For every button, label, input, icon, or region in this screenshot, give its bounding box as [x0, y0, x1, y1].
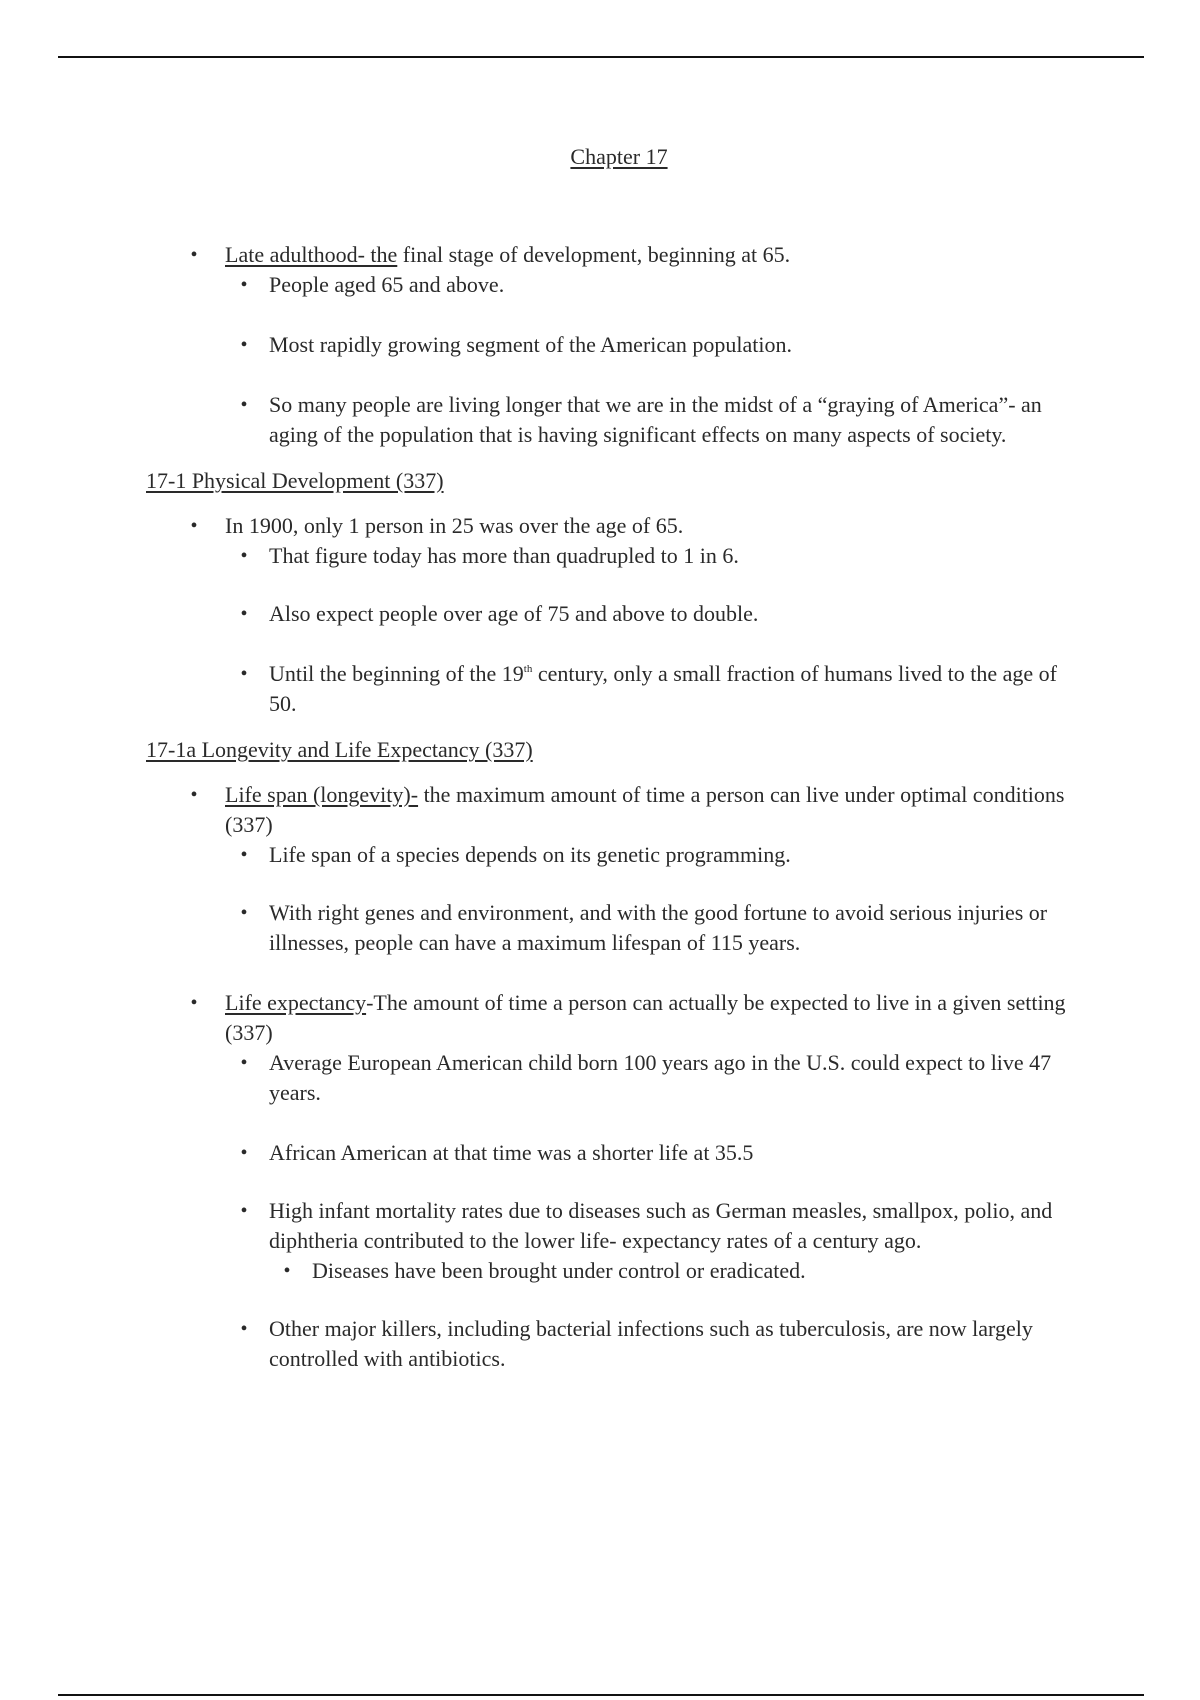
list-item — [240, 599, 1083, 629]
top-rule — [58, 56, 1144, 58]
bullet-dot-icon: • — [240, 334, 248, 356]
bullet-dot-icon: • — [240, 844, 248, 866]
bullet-dot-icon: • — [240, 902, 248, 924]
bullet-dot-icon: • — [240, 394, 248, 416]
list-item-text: High infant mortality rates due to diseases such as German measles, smallpox, polio, and diphtheria contributed to the lower life- expectancy rates of a century ago. — [269, 1198, 1053, 1253]
bottom-rule — [58, 1694, 1144, 1696]
list-item — [240, 541, 1083, 571]
bullet-dot-icon: • — [240, 1052, 248, 1074]
bullet-dot-icon: • — [240, 1200, 248, 1222]
bullet-life-expectancy — [190, 988, 1083, 1048]
bullet-late-adulthood — [190, 240, 1083, 270]
bullet-dot-icon: • — [190, 244, 198, 266]
list-item-text: People aged 65 and above. — [269, 272, 505, 297]
bullet-life-span — [190, 780, 1083, 840]
list-item — [240, 330, 1083, 360]
list-item-text: Diseases have been brought under control or eradicated. — [312, 1258, 806, 1283]
bullet-dot-icon: • — [190, 992, 198, 1014]
list-item-text: Average European American child born 100 years ago in the U.S. could expect to live 47 years. — [269, 1050, 1052, 1105]
list-item — [240, 390, 1083, 450]
term-life-span: Life span (longevity)- — [225, 782, 419, 807]
list-item — [240, 840, 1083, 870]
list-item-text: Life span of a species depends on its genetic programming. — [269, 842, 791, 867]
definition-text: the maximum amount of time a person can live under optimal conditions (337) — [225, 782, 1065, 837]
section-heading-longevity: 17-1a Longevity and Life Expectancy (337) — [146, 737, 533, 762]
list-item-text: African American at that time was a shorter life at 35.5 — [269, 1140, 754, 1165]
list-item — [240, 1048, 1083, 1108]
list-item-text: In 1900, only 1 person in 25 was over the age of 65. — [225, 513, 684, 538]
list-item — [240, 898, 1083, 958]
bullet-dot-icon: • — [240, 274, 248, 296]
list-item-text: With right genes and environment, and with the good fortune to avoid serious injuries or illnesses, people can have a maximum lifespan of 115 years. — [269, 900, 1048, 955]
bullet-dot-icon: • — [240, 663, 248, 685]
list-item-text: Other major killers, including bacterial infections such as tuberculosis, are now largely controlled with antibiotics. — [269, 1316, 1033, 1371]
bullet-dot-icon: • — [190, 784, 198, 806]
list-item — [240, 1196, 1083, 1256]
list-item-text: So many people are living longer that we are in the midst of a “graying of America”- an aging of the population that is having significant effects on many aspects of society. — [269, 392, 1042, 447]
list-item — [190, 511, 1083, 541]
list-item — [283, 1256, 1072, 1286]
page-title: Chapter 17 — [570, 144, 668, 169]
definition-text: final stage of development, beginning at 65. — [397, 242, 791, 267]
term-life-expectancy: Life expectancy — [225, 990, 367, 1015]
bullet-dot-icon: • — [190, 515, 198, 537]
list-item — [240, 659, 1083, 719]
document-body — [0, 240, 1200, 1374]
list-item — [240, 1314, 1083, 1374]
bullet-dot-icon: • — [240, 1142, 248, 1164]
bullet-dot-icon: • — [240, 1318, 248, 1340]
century-text-start: Until the beginning of the 19 — [269, 661, 524, 686]
list-item-text: Most rapidly growing segment of the American population. — [269, 332, 793, 357]
list-item-text: That figure today has more than quadrupled to 1 in 6. — [269, 543, 739, 568]
bullet-dot-icon: • — [240, 603, 248, 625]
century-text-end: century, only a small fraction of humans lived to the age of 50. — [269, 661, 1057, 716]
list-item — [240, 1138, 1083, 1168]
bullet-dot-icon: • — [240, 545, 248, 567]
bullet-dot-icon: • — [283, 1260, 291, 1282]
list-item — [240, 270, 1083, 300]
definition-text: -The amount of time a person can actually be expected to live in a given setting (337) — [225, 990, 1066, 1045]
list-item-text: Also expect people over age of 75 and above to double. — [269, 601, 759, 626]
section-heading-physical-development: 17-1 Physical Development (337) — [146, 468, 444, 493]
term-late-adulthood: Late adulthood- the — [225, 242, 398, 267]
ordinal-suffix: th — [523, 663, 533, 675]
